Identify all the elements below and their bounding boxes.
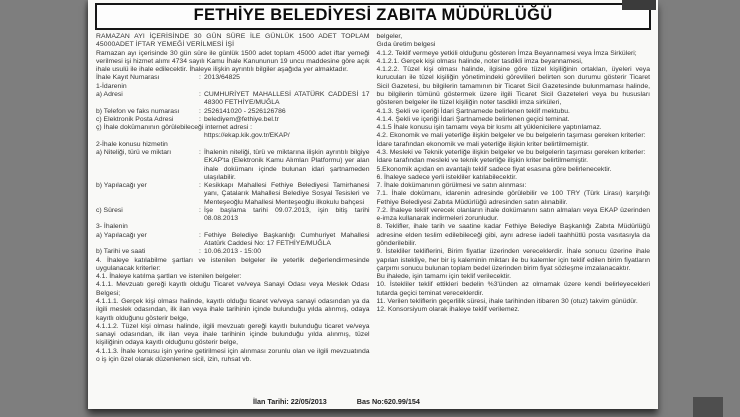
doc-paragraph: İdare tarafından mesleki ve teknik yeterliğe ilişkin kriter belirtilmemiştir. (376, 157, 589, 165)
page-title: FETHİYE BELEDİYESİ ZABITA MÜDÜRLÜĞÜ (193, 6, 553, 24)
doc-field-value: İhalenin niteliği, türü ve miktarına ilişkin ayrıntılı bilgiye EKAP'ta (Elektronik Kamu Alımları Platformu) yer alan ihale dokümanı içinde bulunan idari şartnameden ulaşılabilir. (204, 148, 370, 181)
doc-field-label: b) Yapılacağı yer (96, 182, 147, 190)
doc-paragraph: 11. Verilen tekliflerin geçerlilik süresi, ihale tarihinden itibaren 30 (otuz) takvim günüdür. (376, 298, 638, 305)
doc-field-colon: : (199, 206, 201, 214)
doc-field-row (96, 232, 370, 249)
doc-field-value: belediyem@fethiye.bel.tr (204, 115, 279, 123)
doc-field-label: İhale Kayıt Numarası (96, 74, 160, 82)
doc-paragraph: 4.1.2. Teklif vermeye yetkili olduğunu gösteren İmza Beyannamesi veya İmza Sirküleri; (376, 49, 637, 57)
doc-paragraph: belgeler, (376, 33, 403, 40)
left-column (96, 33, 370, 364)
doc-paragraph: İdare tarafından ekonomik ve mali yeterliğe ilişkin kriter belirtilmemiştir. (376, 140, 589, 148)
doc-field-value: 2013/64825 (204, 74, 240, 82)
doc-paragraph: 12. Konsorsiyum olarak ihaleye teklif verilemez. (376, 306, 520, 314)
document-footer (253, 397, 420, 406)
doc-field-row (96, 182, 370, 207)
doc-field-colon: : (199, 148, 201, 156)
doc-paragraph: 4.2. Ekonomik ve mali yeterliğe ilişkin belgeler ve bu belgelerin taşıması gereken kriterler: (376, 132, 646, 140)
doc-paragraph: 4.1.5 İhale konusu işin tamamı veya bir kısmı alt yüklenicilere yaptırılamaz. (376, 124, 602, 132)
doc-field-row (96, 116, 370, 124)
doc-section-heading: 2-İhale konusu hizmetin (96, 140, 168, 148)
doc-paragraph: 10. İstekliler teklif ettikleri bedelin %3'ünden az olmamak üzere kendi belirleyecekleri tutarda geçici teminat vereceklerdir. (376, 281, 650, 297)
doc-field-colon: : (199, 182, 201, 190)
doc-paragraph: 8. Teklifler, ihale tarih ve saatine kadar Fethiye Belediye Başkanlığı Zabıta Müdürlüğü adresine elden teslim edilebileceği gibi, aynı adrese iadeli taahhütlü posta vasıtasıyla da gönderilebilir. (376, 223, 650, 248)
doc-field-label: c) Elektronik Posta Adresi (96, 115, 174, 123)
doc-field-colon: : (199, 74, 201, 82)
doc-field-label: c) Süresi (96, 206, 123, 214)
doc-paragraph: Bu ihalede, işin tamamı için teklif verilecektir. (376, 273, 511, 281)
doc-paragraph: 4. İhaleye katılabilme şartları ve istenilen belgeler ile yeterlik değerlendirmesinde uygulanacak kriterler: (96, 256, 370, 272)
doc-paragraph: 7.1. İhale dokümanı, idarenin adresinde görülebilir ve 100 TRY (Türk Lirası) karşılığı Fethiye Belediyesi Zabıta Müdürlüğü adresinden satın alınabilir. (376, 190, 650, 206)
doc-field-label: a) Niteliği, türü ve miktarı (96, 148, 172, 156)
doc-paragraph: 7. İhale dokümanının görülmesi ve satın alınması: (376, 182, 527, 190)
doc-section-heading: 3- İhalenin (96, 223, 128, 231)
doc-paragraph: 4.1.1. Mevzuatı gereği kayıtlı olduğu Ticaret ve/veya Sanayi Odası veya Meslek Odası Belgesi; (96, 281, 370, 297)
doc-section-heading: 1-İdarenin (96, 82, 127, 90)
doc-paragraph: 5.Ekonomik açıdan en avantajlı teklif sadece fiyat esasına göre belirlenecektir. (376, 165, 612, 173)
doc-paragraph: 4.1.1.1. Gerçek kişi olması halinde, kayıtlı olduğu ticaret ve/veya sanayi odasından ya da ilgili meslek odasından, ilk ilan veya ihale tarihinin içinde bulunduğu yılda alınmış, odaya kayıtlı olduğunu gösterir belge, (96, 298, 370, 322)
doc-field-row (96, 74, 370, 82)
doc-paragraph: Ramazan ayı içerisinde 30 gün süre ile günlük 1500 adet toplam 45000 adet iftar yemeği verilmesi işi hizmet alımı 4734 sayılı Kamu İhale Kanununun 19 uncu maddesine göre açık ihale usulü ile ihale edilecektir. İhaleye ilişkin ayrıntılı bilgiler aşağıda yer almaktadır. (96, 49, 370, 74)
scan-corner-mark (622, 0, 656, 10)
doc-field-label: b) Tarihi ve saati (96, 248, 146, 256)
scan-artifact (693, 397, 723, 417)
doc-field-value: İşe başlama tarihi 09.07.2013, işin bitiş tarihi 08.08.2013 (204, 206, 370, 223)
document-page (88, 0, 658, 409)
doc-paragraph: 4.1.1.3. İhale konusu işin yerine getirilmesi için alınması zorunlu olan ve ilgili mevzuatında o iş için özel olarak düzenlenen sicil, izin, ruhsat vb. (96, 347, 370, 363)
doc-field-row (96, 108, 370, 116)
doc-field-colon: : (199, 248, 201, 256)
document-title-box (95, 3, 651, 30)
doc-field-colon: : (199, 115, 201, 123)
doc-field-label: ç) İhale dokümanının görülebileceği internet adresi : (96, 124, 253, 132)
publish-date-label: İlan Tarihi: 22/05/2013 (253, 397, 327, 406)
doc-url-text: https://ekap.kik.gov.tr/EKAP/ (204, 132, 290, 140)
doc-field-colon: : (199, 90, 201, 98)
doc-field-value: 2526141020 - 2526126786 (204, 107, 286, 115)
doc-field-row (96, 248, 370, 256)
doc-paragraph: 4.1.1.2. Tüzel kişi olması halinde, ilgili mevzuatı gereği kayıtlı bulunduğu ticaret ve/veya sanayi odasından, ilk ilan veya ihale tarihinin içinde bulunduğu yılda alınmış, tüzel kişiliğinin odaya kayıtlı olduğunu gösterir belge, (96, 322, 370, 347)
doc-paragraph: 4.1. İhaleye katılma şartları ve istenilen belgeler: (96, 273, 242, 281)
doc-paragraph: 6. İhaleye sadece yerli istekliler katılabilecektir. (376, 173, 518, 181)
doc-field-row (96, 149, 370, 182)
doc-field-colon: : (199, 231, 201, 239)
doc-paragraph: Gıda üretim belgesi (376, 41, 436, 49)
doc-field-label: a) Adresi (96, 90, 123, 98)
document-columns (88, 32, 658, 364)
doc-paragraph: 4.1.4. Şekli ve içeriği İdari Şartnamede belirlenen geçici teminat. (376, 115, 570, 123)
right-column (377, 33, 651, 364)
press-number-label: Bas No:620.99/154 (356, 397, 420, 406)
doc-field-label: b) Telefon ve faks numarası (96, 107, 180, 115)
doc-field-value: Fethiye Belediye Başkanlığı Cumhuriyet Mahallesi Atatürk Caddesi No: 17 FETHİYE/MUĞLA (204, 231, 370, 248)
doc-paragraph: 7.2. İhaleye teklif verecek olanların ihale dokümanını satın almaları veya EKAP üzerinden e-imza kullanarak indirmeleri zorunludur. (376, 206, 650, 223)
doc-paragraph: 4.1.3. Şekli ve içeriği İdari Şartnamede belirlenen teklif mektubu. (376, 107, 570, 115)
doc-paragraph: RAMAZAN AYI İÇERİSİNDE 30 GÜN SÜRE İLE GÜNLÜK 1500 ADET TOPLAM 45000ADET İFTAR YEMEĞİ VERİLMESİ İŞİ (96, 33, 370, 49)
doc-paragraph: 4.1.2.1. Gerçek kişi olması halinde, noter tasdikli imza beyannamesi, (376, 57, 583, 65)
doc-paragraph: 4.1.2.2. Tüzel kişi olması halinde, ilgisine göre tüzel kişiliğinin ortakları, üyeleri veya kurucuları ile tüzel kişiliğin yönetimindeki görevlileri belirten son durumu gösterir Ticaret Sicil Gazetesi, bu bilgilerin tamamının bir Ticaret Sicil Gazetesinde bulunmaması halinde, bu bilgilerin tümünü göstermek üzere ilgili Ticaret Sicil Gazeteleri veya bu hususları gösteren belgeler ile tüzel kişiliğin noter tasdikli imza sirküleri, (376, 66, 650, 107)
doc-field-colon: : (199, 107, 201, 115)
doc-field-value: Kesikkapı Mahallesi Fethiye Belediyesi Tamirhanesi yanı, Çatalarık Mahallesi Belediye Sosyal Tesisleri ve Menteşeoğlu Mahallesi Menteşeoğlu ilkokulu bahçesi (204, 182, 370, 206)
doc-field-label: a) Yapılacağı yer (96, 231, 147, 239)
doc-field-row (96, 207, 370, 224)
doc-field-row (96, 91, 370, 108)
doc-field-value: CUMHURİYET MAHALLESİ ATATÜRK CADDESİ 17 48300 FETHİYE/MUĞLA (204, 90, 370, 107)
doc-field-value: 10.06.2013 - 15:00 (204, 248, 262, 256)
doc-paragraph: 9. İstekliler tekliflerini, Birim fiyatlar üzerinden vereceklerdir. İhale sonucu üzerine ihale yapılan istekliye, her bir iş kaleminin miktarı ile bu kalemler için teklif edilen birim fiyatların çarpımı sonucu bulunan toplam bedel üzerinden birim fiyat sözleşme imzalanacaktır. (376, 248, 650, 272)
doc-paragraph: 4.3. Mesleki ve Teknik yeterliğe ilişkin belgeler ve bu belgelerin taşıması gereken kriterler: (376, 148, 646, 156)
